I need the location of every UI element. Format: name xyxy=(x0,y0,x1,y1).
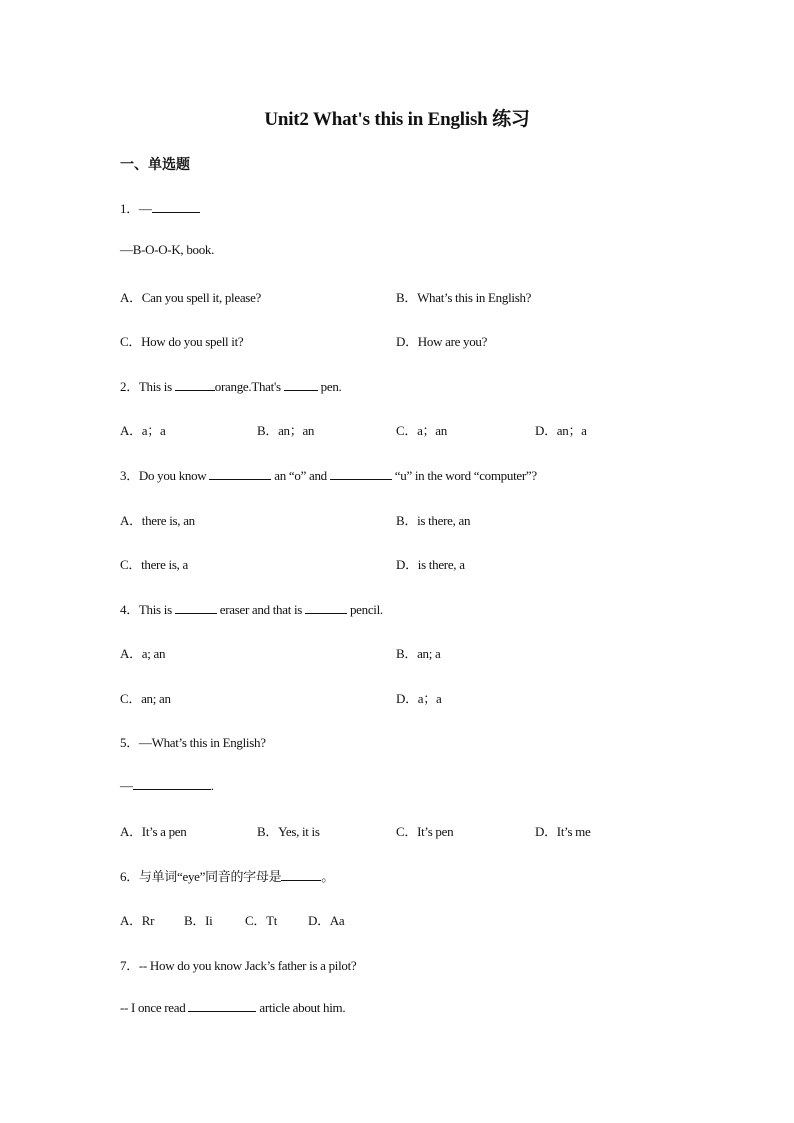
answer-blank xyxy=(209,467,271,480)
q2-option-b[interactable]: B．an；an xyxy=(257,423,315,438)
question-7-response: -- I once read article about him. xyxy=(120,1000,346,1015)
q5-option-b[interactable]: B．Yes, it is xyxy=(257,824,320,839)
page-title: Unit2 What's this in English 练习 xyxy=(264,109,530,130)
q6-option-a[interactable]: A．Rr xyxy=(120,913,155,928)
question-4: 4．This is eraser and that is pencil. xyxy=(120,602,383,617)
q4-option-d[interactable]: D．a；a xyxy=(396,691,442,706)
q3-option-b[interactable]: B．is there, an xyxy=(396,513,471,528)
question-1: 1．— xyxy=(120,198,200,217)
q2-option-a[interactable]: A．a；a xyxy=(120,423,166,438)
answer-blank xyxy=(284,378,318,391)
q1-option-c[interactable]: C．How do you spell it? xyxy=(120,334,244,349)
q2-option-c[interactable]: C．a；an xyxy=(396,423,447,438)
question-6: 6．与单词“eye”同音的字母是 。 xyxy=(120,869,334,884)
answer-blank xyxy=(330,467,392,480)
answer-blank xyxy=(175,378,215,391)
q4-option-a[interactable]: A．a; an xyxy=(120,646,166,661)
question-7: 7．-- How do you know Jack’s father is a pilot? xyxy=(120,958,357,973)
answer-blank xyxy=(281,868,321,881)
question-3: 3．Do you know an “o” and “u” in the word “computer”? xyxy=(120,468,537,483)
question-2: 2．This is orange.That's pen. xyxy=(120,379,342,394)
q3-option-a[interactable]: A．there is, an xyxy=(120,513,195,528)
q5-option-c[interactable]: C．It’s pen xyxy=(396,824,454,839)
q3-option-d[interactable]: D．is there, a xyxy=(396,557,465,572)
q1-option-a[interactable]: A．Can you spell it, please? xyxy=(120,290,262,305)
q4-option-b[interactable]: B．an; a xyxy=(396,646,441,661)
q6-option-b[interactable]: B．Ii xyxy=(184,913,213,928)
q1-option-d[interactable]: D．How are you? xyxy=(396,334,488,349)
q5-option-a[interactable]: A．It’s a pen xyxy=(120,824,187,839)
question-1-response: —B-O-O-K, book. xyxy=(120,242,215,257)
q6-option-c[interactable]: C．Tt xyxy=(245,913,278,928)
q5-option-d[interactable]: D．It’s me xyxy=(535,824,591,839)
q6-option-d[interactable]: D．Aa xyxy=(308,913,345,928)
q4-option-c[interactable]: C．an; an xyxy=(120,691,171,706)
answer-blank xyxy=(152,200,200,213)
question-5: 5．—What’s this in English? xyxy=(120,735,266,750)
answer-blank xyxy=(133,777,211,790)
q3-option-c[interactable]: C．there is, a xyxy=(120,557,188,572)
q1-option-b[interactable]: B．What’s this in English? xyxy=(396,290,532,305)
section-heading: 一、单选题 xyxy=(120,158,190,173)
answer-blank xyxy=(175,601,217,614)
answer-blank xyxy=(305,601,347,614)
answer-blank xyxy=(188,999,256,1012)
question-5-response: — . xyxy=(120,778,214,793)
q2-option-d[interactable]: D．an；a xyxy=(535,423,587,438)
